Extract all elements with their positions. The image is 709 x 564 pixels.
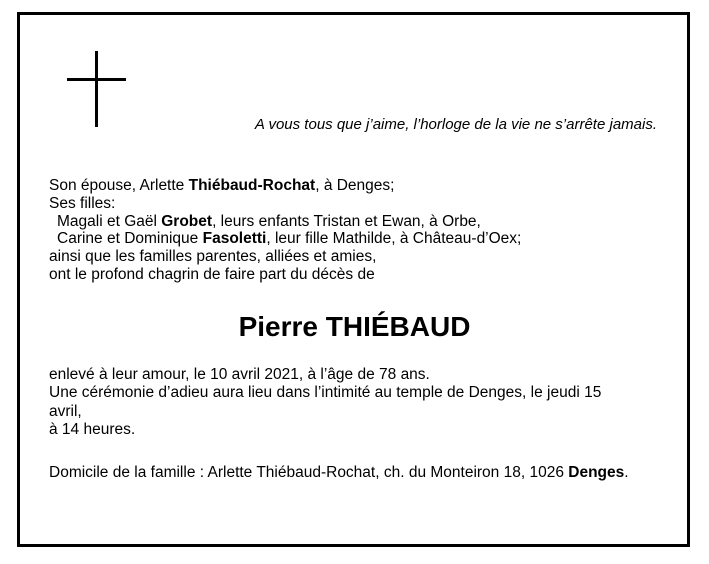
ceremony-details xyxy=(49,366,601,439)
announcement-line-daughter-1: Magali et Gaël Grobet, leurs enfants Tristan et Ewan, à Orbe, xyxy=(57,212,481,230)
epigraph-quote: A vous tous que j’aime, l’horloge de la vie ne s’arrête jamais. xyxy=(254,116,657,133)
cross-horizontal-bar xyxy=(67,78,126,81)
deceased-name: Pierre THIÉBAUD xyxy=(238,311,471,342)
announcement-line-grief: ont le profond chagrin de faire part du décès de xyxy=(49,265,375,283)
details-line-ceremony-wrap: avril, xyxy=(49,402,82,420)
announcement-line-daughter-2: Carine et Dominique Fasoletti, leur fille Mathilde, à Château-d’Oex; xyxy=(57,230,522,248)
family-announcement xyxy=(49,177,521,284)
details-line-ceremony: Une cérémonie d’adieu aura lieu dans l’intimité au temple de Denges, le jeudi 15 xyxy=(49,384,602,402)
cross-vertical-bar xyxy=(95,51,98,127)
announcement-line-spouse: Son épouse, Arlette Thiébaud-Rochat, à Denges; xyxy=(49,177,395,194)
family-address: Domicile de la famille : Arlette Thiébaud-Rochat, ch. du Monteiron 18, 1026 Denges. xyxy=(49,464,629,481)
details-line-time: à 14 heures. xyxy=(49,420,136,438)
announcement-line-daughters-header: Ses filles: xyxy=(49,194,116,212)
details-line-death-date: enlevé à leur amour, le 10 avril 2021, à l’âge de 78 ans. xyxy=(49,366,430,383)
announcement-line-families: ainsi que les familles parentes, alliées et amies, xyxy=(49,248,377,266)
